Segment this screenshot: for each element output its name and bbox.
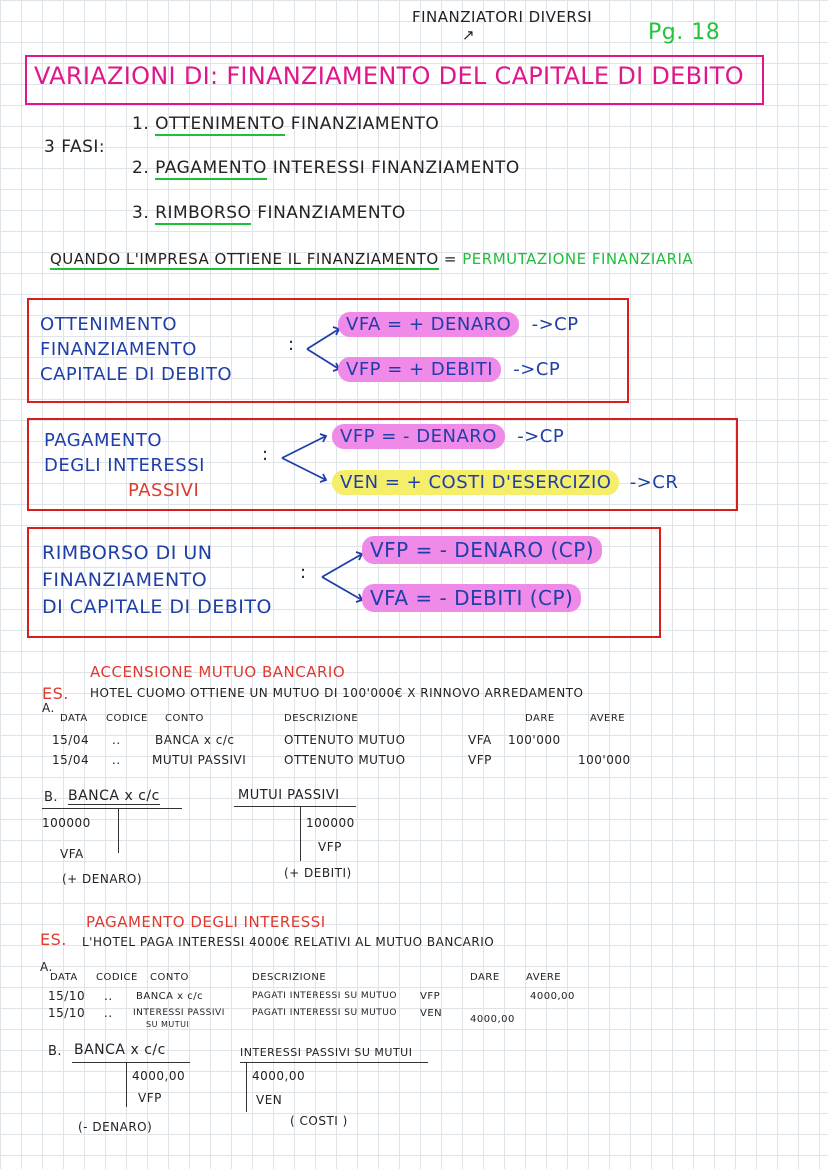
box1-title-line: CAPITALE DI DEBITO xyxy=(40,364,233,385)
ex2-t-right-value: 4000,00 xyxy=(252,1069,306,1083)
ex1-row2-var: VFP xyxy=(468,753,492,767)
ex2-col-descrizione: DESCRIZIONE xyxy=(252,972,327,983)
box1-row1 xyxy=(338,314,579,335)
box1-row1-suffix: ->CP xyxy=(531,314,579,335)
box1-colon: : xyxy=(288,334,295,355)
ex2-col-dare: DARE xyxy=(470,972,500,983)
phases-label: 3 FASI: xyxy=(44,137,106,157)
ex2-row1-data: 15/10 xyxy=(48,989,86,1003)
ex1-col-descrizione: DESCRIZIONE xyxy=(284,713,359,724)
ex1-row2-conto: MUTUI PASSIVI xyxy=(152,753,247,767)
phase-3 xyxy=(132,203,406,223)
phase-num: 1. xyxy=(132,114,150,134)
box3-title-line: FINANZIAMENTO xyxy=(42,569,208,591)
ex1-t-right-title: MUTUI PASSIVI xyxy=(238,788,340,803)
box2-title-line: DEGLI INTERESSI xyxy=(44,455,205,476)
ex1-col-conto: CONTO xyxy=(165,713,204,724)
box3-title xyxy=(42,540,272,621)
page-number: Pg. 18 xyxy=(648,20,721,45)
phase-rest: FINANZIAMENTO xyxy=(290,114,440,134)
ex1-t-left-value: 100000 xyxy=(42,816,91,830)
ex2-t-left-title: BANCA x c/c xyxy=(74,1042,166,1058)
ex1-t-left-vline xyxy=(118,808,119,853)
ex1-row2-data: 15/04 xyxy=(52,753,90,767)
phase-num: 2. xyxy=(132,158,150,178)
ex1-t-right-vline xyxy=(300,806,301,861)
box1-row2 xyxy=(338,359,560,380)
ex2-col-codice: CODICE xyxy=(96,972,138,983)
box3-branch-arrows-icon xyxy=(320,548,368,606)
box1-title xyxy=(40,312,232,387)
ex2-row1-conto: BANCA x c/c xyxy=(136,991,204,1002)
box2-colon: : xyxy=(262,444,269,465)
ex1-es: ES. xyxy=(42,684,69,703)
permutation-result: PERMUTAZIONE FINANZIARIA xyxy=(462,250,694,268)
ex1-t-left-hline xyxy=(42,808,182,809)
ex2-section-b: B. xyxy=(48,1044,63,1059)
box2-row2 xyxy=(332,472,678,493)
ex2-heading: PAGAMENTO DEGLI INTERESSI xyxy=(86,913,326,931)
box2-branch-arrows-icon xyxy=(280,430,332,486)
box3-title-line: RIMBORSO DI UN xyxy=(42,542,213,564)
ex1-heading: ACCENSIONE MUTUO BANCARIO xyxy=(90,663,346,681)
ex2-row2-conto: INTERESSI PASSIVI xyxy=(133,1008,225,1018)
ex2-t-left-var: VFP xyxy=(138,1091,162,1105)
ex2-t-left-note: (- DENARO) xyxy=(78,1120,153,1134)
ex1-t-right-note: (+ DEBITI) xyxy=(284,866,352,880)
note-finanziatori: FINANZIATORI DIVERSI xyxy=(412,8,593,26)
phase-rest: FINANZIAMENTO xyxy=(257,203,406,223)
box2-row1 xyxy=(332,426,564,447)
ex1-t-left-var: VFA xyxy=(60,847,84,861)
ex2-row1-descrizione: PAGATI INTERESSI SU MUTUO xyxy=(252,991,397,1001)
ex1-section-b: B. xyxy=(44,790,59,805)
box2-title-red: PASSIVI xyxy=(128,480,200,501)
ex1-t-right-value: 100000 xyxy=(306,816,355,830)
box1-title-line: FINANZIAMENTO xyxy=(40,339,197,360)
box2-title xyxy=(44,428,205,478)
ex2-es: ES. xyxy=(40,930,67,949)
box1-row1-text: VFA = + DENARO xyxy=(338,312,519,337)
ex2-t-left-value: 4000,00 xyxy=(132,1069,186,1083)
ex2-row2-codice: .. xyxy=(104,1006,113,1020)
ex2-row2-descrizione: PAGATI INTERESSI SU MUTUO xyxy=(252,1008,397,1018)
ex1-t-right-hline xyxy=(234,806,356,807)
ex1-t-left-note: (+ DENARO) xyxy=(62,872,143,886)
box3-row1-text: VFP = - DENARO (CP) xyxy=(362,536,602,564)
phase-keyword: PAGAMENTO xyxy=(155,158,267,178)
box3-title-line: DI CAPITALE DI DEBITO xyxy=(42,596,272,618)
box2-row1-text: VFP = - DENARO xyxy=(332,424,505,449)
box2-row2-text: VEN = + COSTI D'ESERCIZIO xyxy=(332,470,619,495)
ex2-t-right-var: VEN xyxy=(256,1093,283,1107)
phase-keyword: OTTENIMENTO xyxy=(155,114,285,134)
ex2-t-right-vline xyxy=(246,1062,247,1112)
ex2-row1-var: VFP xyxy=(420,991,441,1002)
ex1-row1-conto: BANCA x c/c xyxy=(155,733,235,747)
ex1-row2-codice: .. xyxy=(112,753,121,767)
ex2-t-right-title: INTERESSI PASSIVI SU MUTUI xyxy=(240,1046,413,1059)
ex1-section-a: A. xyxy=(42,701,55,715)
box2-row2-suffix: ->CR xyxy=(629,472,679,493)
phase-keyword: RIMBORSO xyxy=(155,203,252,223)
ex1-text: HOTEL CUOMO OTTIENE UN MUTUO DI 100'000€ X RINNOVO ARREDAMENTO xyxy=(90,686,584,700)
ex2-row2-dare: 4000,00 xyxy=(470,1014,515,1025)
ex1-row2-descrizione: OTTENUTO MUTUO xyxy=(284,753,406,767)
ex2-row2-conto2: SU MUTUI xyxy=(146,1020,190,1029)
ex2-text: L'HOTEL PAGA INTERESSI 4000€ RELATIVI AL MUTUO BANCARIO xyxy=(82,935,495,949)
phase-1 xyxy=(132,114,439,134)
box1-title-line: OTTENIMENTO xyxy=(40,314,178,335)
ex2-t-left-vline xyxy=(126,1062,127,1107)
ex2-col-conto: CONTO xyxy=(150,972,189,983)
ex2-row1-avere: 4000,00 xyxy=(530,991,575,1002)
ex2-row1-codice: .. xyxy=(104,989,113,1003)
box3-row2 xyxy=(362,586,581,610)
phase-2 xyxy=(132,158,520,178)
ex1-row1-dare: 100'000 xyxy=(508,733,561,747)
box3-row2-text: VFA = - DEBITI (CP) xyxy=(362,584,581,612)
permutation-line xyxy=(50,250,693,268)
box2-row1-suffix: ->CP xyxy=(517,426,565,447)
ex1-t-right-var: VFP xyxy=(318,840,342,854)
box2-title-line: PAGAMENTO xyxy=(44,430,162,451)
ex2-row2-data: 15/10 xyxy=(48,1006,86,1020)
box3-colon: : xyxy=(300,562,307,583)
box1-row2-suffix: ->CP xyxy=(513,359,561,380)
ex1-col-avere: AVERE xyxy=(590,713,626,724)
ex2-col-avere: AVERE xyxy=(526,972,562,983)
phase-rest: INTERESSI FINANZIAMENTO xyxy=(272,158,520,178)
ex1-row1-var: VFA xyxy=(468,733,492,747)
ex1-row2-avere: 100'000 xyxy=(578,753,631,767)
phase-num: 3. xyxy=(132,203,150,223)
box3-row1 xyxy=(362,538,602,562)
ex2-row2-var: VEN xyxy=(420,1008,443,1019)
ex2-section-a: A. xyxy=(40,960,53,974)
ex2-t-left-hline xyxy=(72,1062,190,1063)
ex1-row1-descrizione: OTTENUTO MUTUO xyxy=(284,733,406,747)
ex2-t-right-note: ( COSTI ) xyxy=(290,1114,348,1128)
box1-row2-text: VFP = + DEBITI xyxy=(338,357,501,382)
permutation-text: QUANDO L'IMPRESA OTTIENE IL FINANZIAMENTO xyxy=(50,250,439,268)
permutation-equals: = xyxy=(443,250,457,268)
ex2-t-right-hline xyxy=(240,1062,428,1063)
ex1-t-left-title: BANCA x c/c xyxy=(68,788,160,804)
arrow-up-icon: ↗ xyxy=(462,26,475,44)
ex1-col-codice: CODICE xyxy=(106,713,148,724)
ex1-col-dare: DARE xyxy=(525,713,555,724)
page-title: VARIAZIONI DI: FINANZIAMENTO DEL CAPITALE DI DEBITO xyxy=(34,62,744,90)
ex1-col-data: DATA xyxy=(60,713,88,724)
ex2-col-data: DATA xyxy=(50,972,78,983)
ex1-row1-codice: .. xyxy=(112,733,121,747)
ex1-row1-data: 15/04 xyxy=(52,733,90,747)
